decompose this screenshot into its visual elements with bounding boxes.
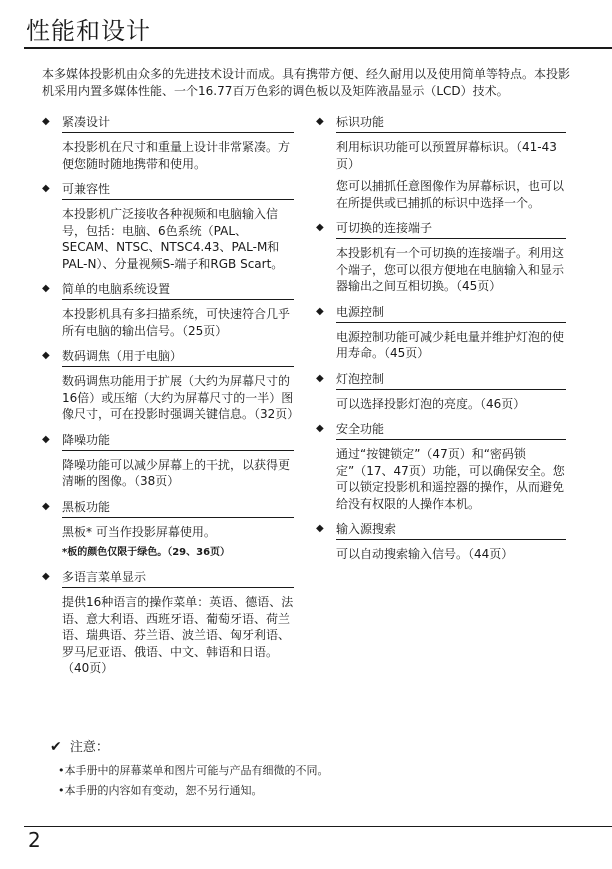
feature-body: 本投影机有一个可切换的连接端子。利用这个端子，您可以很方便地在电脑输入和显示器输出之间互相切换。（45页）	[336, 246, 565, 293]
diamond-bullet-icon: ◆	[316, 222, 324, 233]
feature-logo	[316, 114, 566, 211]
intro-paragraph: 本多媒体投影机由众多的先进技术设计而成。具有携带方便、经久耐用以及使用简单等特点。本投影机采用内置多媒体性能、一个16.77百万色彩的调色板以及矩阵液晶显示（LCD）技术。	[42, 67, 571, 98]
feature-body: 利用标识功能可以预置屏幕标识。（41-43页）	[336, 140, 557, 171]
diamond-bullet-icon: ◆	[42, 350, 50, 361]
footer-divider	[24, 826, 612, 827]
diamond-bullet-icon: ◆	[316, 372, 324, 384]
feature-body: 数码调焦功能用于扩展（大约为屏幕尺寸的16倍）或压缩（大约为屏幕尺寸的一半）图像尺寸，可在投影时强调关键信息。（32页）	[62, 374, 300, 421]
feature-body-extra: 您可以捕抓任意图像作为屏幕标识，也可以在所提供或已捕抓的标识中选择一个。	[336, 179, 565, 210]
notice-item: •本手册的内容如有变动，恕不另行通知。	[58, 784, 263, 797]
feature-title: 数码调焦（用于电脑）	[62, 348, 294, 367]
diamond-bullet-icon: ◆	[42, 571, 50, 582]
feature-title: 电源控制	[336, 304, 566, 323]
feature-title: 输入源搜索	[336, 521, 566, 540]
diamond-bullet-icon: ◆	[42, 283, 50, 294]
feature-title: 灯泡控制	[336, 371, 566, 390]
page-number: 2	[28, 828, 41, 852]
feature-digital-zoom	[42, 348, 300, 423]
feature-body: 本投影机在尺寸和重量上设计非常紧凑。方便您随时随地携带和使用。	[62, 140, 291, 171]
page-title: 性能和设计	[26, 17, 151, 45]
feature-multilanguage-menu	[42, 569, 294, 677]
feature-title: 标识功能	[336, 114, 566, 133]
feature-blackboard	[42, 499, 294, 561]
feature-compatibility	[42, 181, 294, 272]
feature-title: 可兼容性	[62, 181, 294, 200]
feature-title: 简单的电脑系统设置	[62, 281, 294, 300]
diamond-bullet-icon: ◆	[42, 183, 50, 194]
feature-body: 电源控制功能可减少耗电量并维护灯泡的使用寿命。（45页）	[336, 329, 565, 360]
feature-noise-reduction	[42, 432, 294, 490]
feature-compact-design	[42, 114, 294, 172]
feature-switchable-terminal	[316, 220, 566, 295]
feature-title: 紧凑设计	[62, 114, 294, 133]
diamond-bullet-icon: ◆	[316, 116, 324, 127]
feature-security	[316, 421, 566, 512]
feature-lamp-control	[316, 371, 566, 413]
check-icon: ✔	[50, 739, 62, 755]
diamond-bullet-icon: ◆	[42, 116, 50, 127]
feature-title: 多语言菜单显示	[62, 569, 294, 588]
feature-body: 黑板* 可当作投影屏幕使用。	[62, 524, 216, 539]
feature-body: 本投影机具有多扫描系统，可快速符合几乎所有电脑的输出信号。（25页）	[62, 307, 291, 338]
diamond-bullet-icon: ◆	[42, 433, 50, 445]
feature-body: 降噪功能可以减少屏幕上的干扰，以获得更清晰的图像。（38页）	[62, 457, 291, 488]
feature-title: 安全功能	[336, 421, 566, 440]
feature-body: 提供16种语言的操作菜单：英语、德语、法语、意大利语、西班牙语、葡萄牙语、荷兰语、瑞典语、芬兰语、波兰语、匈牙利语、罗马尼亚语、俄语、中文、韩语和日语。（40页）	[62, 595, 294, 675]
feature-title: 黑板功能	[62, 499, 294, 518]
right-feature-column	[316, 114, 566, 572]
notice-item: •本手册中的屏幕菜单和图片可能与产品有细微的不同。	[58, 764, 329, 777]
title-divider	[24, 47, 612, 49]
feature-body: 可以选择投影灯泡的亮度。（46页）	[336, 396, 526, 411]
feature-footnote: *板的颜色仅限于绿色。（29、36页）	[62, 547, 231, 558]
notice-section	[50, 738, 570, 801]
diamond-bullet-icon: ◆	[316, 423, 324, 434]
feature-power-management	[316, 304, 566, 362]
left-feature-column	[42, 114, 300, 686]
diamond-bullet-icon: ◆	[316, 305, 324, 317]
feature-body: 可以自动搜索输入信号。（44页）	[336, 547, 514, 561]
diamond-bullet-icon: ◆	[316, 523, 324, 534]
feature-body: 通过“按键锁定”（47页）和“密码锁定”（17、47页）功能，可以确保安全。您可以锁定投影机和遥控器的操作，从而避免给没有权限的人操作本机。	[336, 447, 565, 511]
notice-title: 注意：	[69, 740, 109, 755]
diamond-bullet-icon: ◆	[42, 500, 50, 512]
feature-input-search	[316, 521, 566, 563]
feature-title: 可切换的连接端子	[336, 220, 566, 239]
feature-body: 本投影机广泛接收各种视频和电脑输入信号，包括：电脑、6色系统（PAL、SECAM、NTSC、NTSC4.43、PAL-M和PAL-N）、分量视频S-端子和RGB Scart。	[62, 207, 284, 271]
feature-title: 降噪功能	[62, 432, 294, 451]
feature-pc-setup	[42, 281, 294, 339]
